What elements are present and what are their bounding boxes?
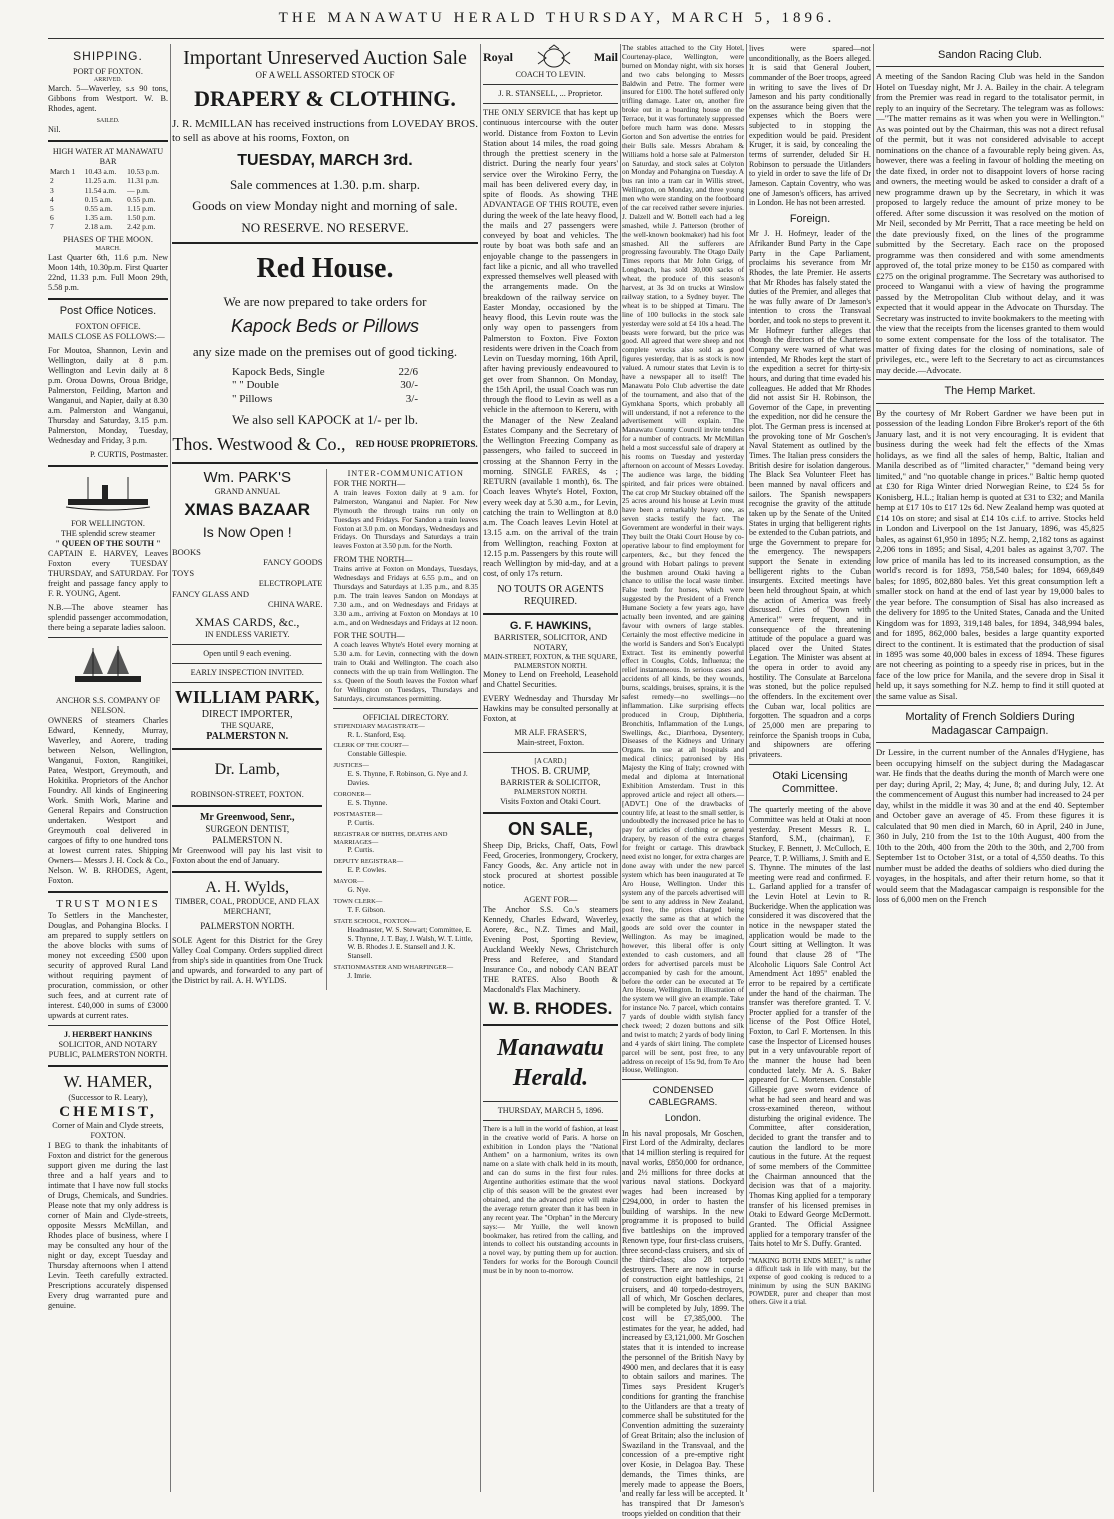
herald-date: THURSDAY, MARCH 5, 1896. [497,1105,604,1115]
mail-label: Mail [594,49,618,64]
sailed-label: SAILED. [96,117,120,124]
divider [48,637,168,638]
divider [48,465,168,467]
post-office-heading: Post Office Notices. [59,305,157,318]
divider [483,613,618,615]
hankins-text: SOLICITOR, AND NOTARY PUBLIC, PALMERSTON NORTH. [48,1039,168,1059]
tide-cell: 1.35 a.m. [84,212,113,222]
ic-north: FOR THE NORTH— [333,478,406,488]
sandon-heading: Sandon Racing Club. [938,49,1042,61]
mortality-text: Dr Lessire, in the current number of the Annales d'Hygiene, has been occupying himself on the subject during the Madagascar war. He finds that the deaths during the month of March were one per day; during April, 2; May, 4; June, 8; and during July, 12. At the commencement of August this number had increased to 24 per day, whilst in the middle it was 30 and at the end 40. September and October gave an average of 45. From these figures it is calculated that 90 men died in March, 60 in April, 240 in June, 360 in July, 210 from the 1st to the 10th August, 400 from the 10th to the 20th, 400 from the 20th to the 30th, and 2,700 from September 1st to October 31st, or a total of 4,550 deaths. To this number must be added the deaths of soldiers who died during the voyages, in the hospitals, and after their return home, so that it would seem that the Madagascar campaign is responsible for the loss of 6,000 men on the French [876,747,1104,905]
greenwood-name: Mr Greenwood, Senr., [199,811,295,823]
hamer-name: W. HAMER, [63,1071,153,1091]
wellington-heading: FOR WELLINGTON. [71,518,145,528]
tide-cell: March 1 [50,167,76,177]
ic-text-2: Trains arrive at Foxton on Mondays, Tuesdays, Wednesdays and Fridays at 6.55 p.m., and on Thursdays and Saturdays at 1.35 p.m., and 8.35 p.m. The train leaves Sandon on Mondays at 7.30 a.m., and on Wednesdays and Fridays at 3.30 a.m., arriving at Foxton on Mondays at 10 a.m., and on Wednesdays and Fridays at 12 noon. [333,564,478,627]
goods-item: TOYS [172,567,195,578]
hawkins-sub: BARRISTER, SOLICITOR, AND NOTARY, [493,633,608,653]
auction-date: TUESDAY, MARCH 3rd. [237,152,413,169]
divider [483,103,618,104]
agent-label: AGENT FOR— [523,894,578,904]
divider [876,66,1104,67]
hawkins-money: Money to Lend on Freehold, Leasehold and Chattel Securities. [483,670,618,690]
post-office-mails: MAILS CLOSE AS FOLLOWS:— [48,331,165,341]
column-rule [620,44,621,1492]
sailing-ship-illustration [63,644,153,690]
goods-item: FANCY GOODS [263,557,323,568]
divider [483,812,618,814]
tide-cell: — p.m. [127,185,150,195]
price-list [172,366,478,406]
foreign-text: Mr J. H. Hofmeyr, leader of the Afrikander Bund Party in the Cape Party in the Cape Parliament, proclaims his severance from Mr Rhodes, the late Premier. He asserts that Mr Rhodes has falsely stated the duties of the Premier, and alleges that he was fully aware of Dr Jameson's intention to cross the Transvaal border, and took no steps to prevent it. Mr Hofmeyr further alleges that though the directors of the Chartered Company were warned of what was intended, Mr Rhodes kept the start of the expedition a secret for thirty-six hours, and during that time evaded his colleagues. He added that Mr Rhodes did not assist Sir H. Robinson, the Governor of the Cape, in preventing the expedition, nor did he censure the plot. The German press is incensed at the provoking tone of Mr Goschen's Naval Statement as outlined by the Times. The Italian press considers the British desire for isolation dangerous. The Black Sea Volunteer Fleet has been manned by naval officers and sailors. The Spanish newspapers recognise the gravity of the attitude taken up by the Senate of the United States in urging that belligerent rights be extended to the Cuban patriots, and urge the Government to prepare for the emergency. The newspapers support the Senate in extending belligerent rights to the Cuban insurgents. Excited meetings have been held throughout Spain, at which the action of America was freely discussed. Cries of "Down with America!" were frequent, and in consequence of the threatening attitude of the populace a guard was placed over the United States Legation. The Minister was absent at the opera in order to avoid any hostility. The Consulate at Barcelona was stoned, but the police repulsed the offenders. In the excitement over the Cuban war, local politics are forgotten. The squadron and a corps of 25,000 men are preparing to reinforce the Spanish troops in Cuba, and shipowners are offering privateers. [749,229,871,759]
price-value: 3/- [405,392,418,405]
hemp-text: By the courtesy of Mr Robert Gardner we have been put in possession of the leading London Fibre Broker's report of the 6th January last, and it is not very encouraging. It is evident that business during the week had felt the effects of the Xmas holidays, as we find all the sales of hemp, Baltic, Italian and Manila described as of "limited character," "demand being very limited," and "no quotable change in prices." Baltic hemp quoted at £30 for Riga Winter dried Norwegian Reine, to £24 5s for Konisberg, H.L.; Italian hemp is quoted at £31 to £32; and Manila hemp at £17 10s to £17 12s 6d. New Zealand hemp was quoted at £14 10s on store; and sisal at £14 10s c.i.f. to arrive. Stocks held in London and Liverpool on the 1st January, 1896, was 45,825 bales, as against 61,950 in 1895; N.Z. hemp, 2,182 tons as against 2,206 tons in 1895; and Sisal, 4,201 bales as against 3,707. The low price of manila has led to its increased consumption, as the world's record is for 1893, 758,540 bales; for 1894, 669,849 bales; for 1895, 802,880 bales. Yet this great consumption left a smaller stock on hand at the end of last year by 19,000 bales to the year before. The consumption of Sisal has also increased as the delivery for 1895 to the United States, Canada and the United Kingdom was for 1893, 319,148 bales, for 1894, 348,994 bales, and for 1895, 862,000 bales, besides a large quantity exported direct to the continent. It is estimated that the production of sisal in 1895 was some 40,000 bales in excess of 1894. These figures are not cheering as pointing to a speedy rise in prices, but in the face of the low price for Manila, and the severe drop in Sisal it held up, it says something for N.Z. hemp to find it still quoted at the same value as Sisal. [876,407,1104,701]
tide-cell: 2.42 p.m. [127,222,156,232]
ic-text-3: A coach leaves Whyte's Hotel every morning at 5.30 a.m. for Levin, connecting with the down train to Otaki and Wellington. The coach also connects with the up train from Wellington. The s.s. Queen of the South leaves the Foxton wharf for Wellington on Tuesdays, Thursdays and Saturdays, circumstances permitting. [333,640,478,703]
tide-row [48,222,168,231]
directory-office: POSTMASTER— [333,810,383,818]
intercommunication-column [333,469,478,990]
price-item: " Pillows [232,392,273,405]
divider [749,800,871,801]
auction-heading: Important Unreserved Auction Sale [183,47,467,69]
tide-cell: 4 [50,194,54,204]
divider [483,1120,618,1121]
directory-holder: P. Curtis. [347,845,375,855]
post-office-office: FOXTON OFFICE. [75,321,141,331]
directory-holder: Constable Gillespie. [347,749,407,759]
masthead: THE MANAWATU HERALD THURSDAY, MARCH 5, 1896. [278,10,836,26]
divider [749,764,871,765]
moon-heading: PHASES OF THE MOON. [63,235,153,245]
red-house-orders: We are now prepared to take orders for [223,294,427,310]
divider [172,644,322,645]
direct-importer: DIRECT IMPORTER, [201,708,293,720]
directory-office: STATIONMASTER AND WHARFINGER— [333,964,454,972]
tide-row [48,167,168,176]
tide-cell: 0.15 a.m. [84,194,113,204]
on-sale-text: Sheep Dip, Bricks, Chaff, Oats, Fowl Feed, Groceries, Ironmongery, Crockery, Fancy Goods, &c. Any article not in stock procured at shortest possible notice. [483,840,618,890]
divider [172,682,322,683]
divider [48,1025,168,1026]
anchor-text: OWNERS of steamers Charles Edward, Kennedy, Murray, Waverley, and Aorere, trading between Nelson, Wellington, Wanganui, Foxton, Rangitikei, Patea, Westport, Greymouth, and Hokitika. Proprietors of the Anchor Foundry. All kinds of Engineering Work. Smith Work, Marine and General Repairs and Construction undertaken. Westport and Greymouth coal delivered in cargoes of fifty to one hundred tons at lowest current rates. Shipping Owners— Messrs J. H. Cock & Co., Nelson. W. B. RHODES, Agent, Foxton. [48,715,168,885]
divider [48,140,168,142]
divider [749,1253,871,1254]
tide-table [48,167,168,231]
divider [483,1024,618,1026]
wellington-nb: N.B.—The above steamer has splendid passenger accommodation, there being a separate ladies saloon. [48,602,168,632]
goods-item: FANCY GLASS AND [172,588,249,599]
moon-text: Last Quarter 6th, 11.6 p.m. New Moon 14th, 10.30p.m. First Quarter 22nd, 11.33 p.m. Full Moon 29th, 5.58 p.m. [48,253,168,293]
arrived-label: ARRIVED. [93,76,123,83]
divider [333,708,478,709]
early-inspection: EARLY INSPECTION INVITED. [190,667,304,677]
anchor-heading: ANCHOR S.S. COMPANY OF NELSON. [55,695,161,715]
column-advertisements [172,44,478,1492]
divider [876,379,1104,380]
herald-title: Manawatu Herald. [497,1035,604,1091]
card-label: [A CARD.] [534,757,567,766]
tide-cell: 0.55 p.m. [127,194,156,204]
shipping-heading: SHIPPING. [73,49,143,63]
agent-text: The Anchor S.S. Co.'s steamers Kennedy, Charles Edward, Waverley, Aorere, &c., N.Z. Times and Mail, Evening Post, Sporting Review, Auckland Weekly News, Christchurch Press and Referee, and Standard Insurance Co., and nobody CAN BEAT THE RATES. Also Booth & Macdonald's Flax Machinery. [483,904,618,994]
red-house-any-size: any size made on the premises out of good ticking. [192,344,458,360]
ic-from-north: FROM THE NORTH— [333,555,413,565]
column-shipping [48,44,168,1492]
wellington-ship: " QUEEN OF THE SOUTH " [55,538,161,548]
wylds-sub: TIMBER, COAL, PRODUCE, AND FLAX MERCHANT, [175,897,320,917]
directory-office: REGISTRAR OF BIRTHS, DEATHS AND MARRIAGES— [333,830,448,846]
ic-text-1: A train leaves Foxton daily at 9 a.m. for Palmerston, Wanganui and Napier. For New Plymouth the through trains run only on Tuesdays and Fridays. For Sandon a train leaves Foxton at 3.0 p.m. on Mondays, Wednesdays and Fridays. On Thursdays and Saturdays a train leaves Foxton at 3.50 p.m. for the North. [333,487,478,551]
cable-continued-text: lives were spared—not unconditionally, as the Boers alleged. It is said that General Joubert, commander of the Boer troops, agreed in writing to save the lives of Dr Jameson and his party conditionally on the assurance being given that the expenses which the Boers were subjected to in stopping the expedition would be paid. President Kruger, it is said, by concealing the terms of surrender, deluded Sir H. Robinson to persuade the Uitlanders to yield in order to save the life of Dr Jameson. Captain Coventry, who was one of Jameson's officers, has arrived in London. He has not been arrested. [749,44,871,208]
column-local-news [622,43,745,1518]
divider [48,891,168,893]
crump-place: PALMERSTON NORTH. [513,788,588,797]
price-item: Kapock Beds, Single [232,365,325,378]
goods-item: BOOKS [172,547,201,558]
lower-ads [172,469,478,990]
tide-cell: 2 [50,176,54,186]
directory-office: DEPUTY REGISTRAR— [333,858,404,866]
directory-holder: E. S. Thynne, F. Robinson, G. Nye and J. Davies. [347,769,468,788]
coach-text: THE ONLY SERVICE that has kept up continuous intercourse with the outer world. Distance from Foxton to Levin Station about 14 miles, the road going through the prettiest scenery in the district. During the nearly four years' service over the Wirokino Ferry, the mail has been delivered every day, in spite of floods. As showing THE ADVANTAGE OF THIS ROUTE, even during the week of the late heavy flood, the mails and 27 passengers were conveyed by boat and vehicles. The route by boat was both safe and an enjoyable change to the passengers in fact like a picnic, and all who travelled expressed themselves well pleased with the arrangements made. On the breakdown of the railway service on Easter Monday, occasioned by the heavy flood, this Levin route was the only way open to passengers from Palmerston to Foxton. Five Foxton residents were driven in the Coach from Levin on Tuesday morning, 16th April, after having previously endeavoured to get over from Shannon. On Monday, the 15th April, the usual Coach was run through the flood to Levin as well as a vehicle in the afternoon to Kereru, with the Manager of the New Zealand Estates Company and the Secretary of the Wellington Freezing Company as passengers, who failed to succeed in crossing at the Shannon Ferry in the morning. SINGLE FARES, 4s ; RETURN (available 1 month), 6s. The Coach leaves Whyte's Hotel, Foxton, every week day at 5.30 a.m., for Levin, catching the train to Wellington at 8.0 a.m. The Coach leaves Levin Hotel at 13.15 a.m. on the arrival of the train from Wellington, reaching Foxton at 12.15 p.m. Passengers by this route will reach Wellington by mid-day, and at a cost, of only 17s return. [483,108,618,579]
westwood-name: Thos. Westwood & Co., [172,434,346,454]
coach-proprietor: J. R. STANSELL, ... Proprietor. [498,89,603,98]
wylds-place: PALMERSTON NORTH. [200,921,295,932]
wellington-text: CAPTAIN E. HARVEY, Leaves Foxton every TUESDAY THURSDAY, and SATURDAY. For freight and passage fancy apply to F. R. YOUNG, Agent. [48,548,168,598]
column-rule [746,44,747,1492]
divider [172,805,322,807]
directory-office: STATE SCHOOL, FOXTON— [333,917,417,925]
directory-holder: E. S. Thynne. [347,797,388,807]
arrived-text: March. 5—Waverley, s.s 90 tons, Gibbons from Westport. W. B. Rhodes, agent. [48,83,168,113]
tide-row [48,176,168,185]
sandon-text: A meeting of the Sandon Racing Club was held in the Sandon Hotel on Tuesday night, Mr J. A. Bailey in the chair. A telegram from the Premier was read in regard to the totalisator permit, in reply to an inquiry of the Secretary. The telegram was as follows:—"The matter remains as it was when you were in Wellington." As was pointed out by the Chairman, this was not a direct refusal of the permit, but it was not considered advisable to accept nominations on the chance of a favourable reply being given. As, however, there was a feeling in favour of holding the meeting on the date fixed, in order not to disappoint lovers of horse racing and owners, the meeting would be asked to consider a draft of a new programme drawn up by the Secretary, in which it was proposed to largely reduce the amount of prize money to be offered. After some discussion it was resolved on the motion of Mr Neil, seconded by Mr Perritt, That a race meeting be held on the date previously fixed, on the lines of the programme submitted by the Secretary. Each race on the proposed programme was then considered and with some amendments approved of, the total prize money to be £150 as compared with £275 on the original programme. The Secretary was authorised to proceed to Wanganui with a view of having the programme passed by the Metropolitan Club without delay, and it was expected that it would appear in the Advocate on Thursday. The Secretary was instructed to invite bookmakers to the meeting with the view that the receipts from the licenses granted to them would to some extent compensate for the loss of the totalisator. The matter of fixing dates for the closing of nominations, sale of privileges, etc., were left to the Secretary to act as circumstances may decide.—Advocate. [876,71,1104,375]
divider [483,1101,618,1102]
directory-office: MAYOR— [333,878,364,886]
directory-office: CLERK OF THE COURT— [333,742,409,750]
william-park: WILLIAM PARK, [174,686,320,707]
ic-heading: INTER-COMMUNICATION [347,468,464,478]
column-rule [873,44,874,1492]
divider [483,84,618,85]
cablegrams-text: In his naval proposals, Mr Goschen, First Lord of the Admiralty, declares that 14 million sterling is required for naval works, £850,000 for ordnance, and 2½ millions for three docks at various naval stations. Dockyard wages had been increased by £294,000, in order to hasten the building of warships. In the new programme it is proposed to build five battleships on the improved Renown type, four first-class cruisers, three second-class cruisers, and six of the third-class; also 28 torpedo destroyers. There are now in course of construction eight battleships, 21 cruisers, and 40 torpedo-destroyers, all of which, Mr Goschen declares, will be completed by July, 1899. The cost will be £7,385,000. The estimates for the year, he added, had increased by £3,121,000. Mr Goschen states that it is intended to increase the personnel of the British Navy by 4900 men, and declares that it is easy to obtain sailors and marines. The Times says President Kruger's conditions for granting the franchise to the Uitlanders are that a treaty of commerce shall be substituted for the Convention admitting the suzerainty of Great Britain; also the inclusion of Swaziland in the Transvaal, and the concession of a pre-emptive right over Kosie, in Delagoa Bay. These demands, the Times thinks, are merely made to appease the Boers, and really far less will be accepted. It has transpired that Dr Jameson's troops yielded on condition that their [622,1128,744,1518]
foreign-heading: Foreign. [789,212,831,225]
divider [876,403,1104,404]
price-row [232,366,418,379]
tide-row [48,195,168,204]
wylds-name: A. H. Wylds, [205,878,290,896]
ic-south: FOR THE SOUTH— [333,631,405,641]
price-value: 30/- [400,379,418,392]
crump-sub: BARRISTER & SOLICITOR, [500,778,601,788]
directory-office: JUSTICES— [333,762,369,770]
tide-cell: 1.50 p.m. [127,212,156,222]
auction-sub: OF A WELL ASSORTED STOCK OF [255,70,395,81]
bazaar-open: Is Now Open ! [202,523,292,540]
port-label: PORT OF FOXTON. [73,66,143,76]
divider [876,742,1104,743]
dr-lamb-address: ROBINSON-STREET, FOXTON. [190,789,304,799]
price-value: 22/6 [398,365,418,378]
official-directory [333,723,478,981]
westwood-signature [172,434,478,456]
chemist-text: I BEG to thank the inhabitants of Foxton and district for the generous support given me during the last three and a half years and to intimate that I have now full stocks of Drugs, Chemicals, and Sundries. Please note that my only address is corner of Main and Clyde-streets, opposite Messrs McMillan, and Rhodes place of business, where I may be consulted any hour of the night or day, except Tuesday and Thursday afternoons when I attend Levin. Teeth carefully extracted. Prescriptions accurately dispensed Every drug warranted pure and genuine. [48,1141,168,1310]
royal-mail-banner [483,44,618,70]
dentist-text: Mr Greenwood will pay his last visit to Foxton about the end of January. [172,845,323,865]
divider [172,748,322,750]
auction-text: J. R. McMILLAN has received instructions from LOVEDAY BROS. to sell as above at his rooms, Foxton, on [172,118,478,144]
divider [172,462,478,464]
fraser-street: Main-street, Foxton. [516,738,585,748]
tide-cell: 11.31 p.m. [127,176,159,186]
chemist-sub: Corner of Main and Clyde streets, FOXTON. [52,1121,164,1140]
divider [48,298,168,300]
xmas-variety: IN ENDLESS VARIETY. [205,629,290,639]
column-foreign-news [749,44,871,1492]
tide-cell: 11.54 a.m. [84,185,117,195]
goods-item: ELECTROPLATE [258,578,323,589]
divider [622,1079,744,1080]
column-sports-markets [876,44,1104,1492]
price-row [232,379,418,392]
local-news-text: The stables attached to the City Hotel, Courtenay-place, Wellington, were burned on Monday night, with six horses and two cabs belonging to Messrs Baldwin and Petre. The former were insured for £100. The hotel suffered only trifling damage. Later on, another fire broke out in a boarding house on the Terrace, but it was fortunately suppressed before much harm was done. Messrs Gorton and Son advertise the entries for their Bulls sale. Messrs Abraham & Williams hold a horse sale at Palmerston on Saturday, and stock sales at Colyton on Monday and Pohangina on Tuesday. A bus ran into a tram car in Willis street, Wellington, on Monday, and three young men who were standing on the footboard of the car received rather severe injuries. J. Dalzell and W. Bottell each had a leg smashed, while J. Patterson (brother of the well-known bookmaker) had his foot smashed. All the sufferers are progressing favourably. The Otago Daily Times reports that Mr John Grigg, of Longbeach, has sold 30,000 sacks of wheat, the produce of this season's harvest, at 3s 3d on trucks at Winslow railway station, to a Sydney buyer. The wheat is to be shipped at Timaru. The line of 100 bullocks in the stock sale yesterday were sold at £4 10s a head. The beasts were forward, but the price was good. All agreed that were sheep and not complete wrecks also sold as good figures yesterday, that is as stock is now valued. A rumour states that Levin is to have a newspaper all to itself! The Manawatu Polo Club advertise the date of the tournament, and also that of the Gymkhana Sports, which probably all will understand, if not a reference to the advertisement will explain. The Manawatu County Council invite tenders for a number of contracts. Mr McMillan held a most successful sale of drapery at his rooms on Tuesday and yesterday afternoon on account of Messrs Loveday. The audience was large, the bidding spirited, and fair prices were obtained. The cat crop Mr Stuckey obtained off the 25 acres around his house at Levin must have been a remarkably heavy one, as seven stacks testify the fact. The Government are wonderful in their ways. They built the Otaki Court House by co-operative labour to find employment for carpenters, &c., but they fenced the ground with Hobart palings to prevent the bushmen around Otaki having a chance to utilise the local waste timber. False teeth for horses, which were suggested by the President of a French Humane Society a few years ago, have actually been invented, and are gaining favour with owners of large stables. Certainly the most effective medicine in the world is Sanders and Son's Eucalypti Extract. Test its eminently powerful effect in Coughs, Colds, Influenza; the relief instantaneous. In serious cases and accidents of all kinds, be they wounds, burns, scaldings, bruises, sprains, it is the safest remedy—no swellings—no inflammation. Like surprising effects produced in Croup, Diphtheria, Bronchitis, Inflammation of the Lungs, Swellings, &c., Diarrhoea, Dysentery, Diseases of the Kidneys and Urinary Organs. In use at all hospitals and medical clinics; patronised by His Majesty the King of Italy; crowned with medal and diploma at International Exhibition Amsterdam. Trust in this approved article and reject all others.— [ADVT.] One of the drawbacks of country life, at least to the small settler, is undoubtedly the increased price he has to pay for articles of clothing or general drapery, by reason of the extra charges for freight or cartage. This drawback need exist no longer, for extra charges are done away with under the new parcel system which has been inaugurated at Te Aro House, Wellington. Under this system any of the parcels advertised will be sent to any address in New Zealand, post free, the prices charged being exactly the same as that at which the goods are sold over the counter in Wellington. As may be imagined, however, this liberal offer is only extended to cash customers, and all orders for advertised parcels must be accompanied by cash for the amount, before the order can be executed at Te Aro House, Wellington. In illustration of the system we will give an example. Take for instance No. 7 parcel, which contains 7 yards of double width stylish fancy check tweed; 2 dozen buttons and silk and twist to match; 2 yards of body lining and 4 yards of skirt lining. The complete parcel will be sent, post free, to any address on receipt of 15s 9d, from Te Aro House, Wellington. [622,43,745,1075]
tide-cell: 0.55 a.m. [84,203,113,213]
crump-visits: Visits Foxton and Otaki Court. [500,796,601,806]
dentist-place: PALMERSTON N. [212,834,283,845]
directory-holder: G. Nye. [347,885,371,895]
tide-cell: 10.43 a.m. [84,167,117,177]
dentist-title: SURGEON DENTIST, [205,823,290,834]
directory-office: STIPENDIARY MAGISTRATE— [333,722,425,730]
hawkins-wednesday: EVERY Wednesday and Thursday Mr Hawkins may be consulted personally at Foxton, at [483,694,618,724]
park-sub: GRAND ANNUAL [214,487,280,497]
column-rule [170,44,171,1492]
sun-powder-advert: "MAKING BOTH ENDS MEET," is rather a difficult task in life with many, but the expense of good cooking is reduced to a minimum by using the SUN BAKING POWDER, purer and cheaper than most others. Give it a trial. [749,1257,871,1307]
divider [483,752,618,753]
directory-holder: R. L. Stanford, Esq. [347,729,406,739]
divider [48,1065,168,1067]
post-office-sign: P. CURTIS, Postmaster. [90,449,168,459]
tide-cell: 5 [50,203,54,213]
auction-time: Sale commences at 1.30. p.m. sharp. [230,176,420,192]
park-ads-column [172,469,327,990]
column-coach [483,44,618,1492]
moon-month: MARCH. [95,245,121,253]
directory-holder: J. Imrie. [347,971,372,981]
tide-row [48,186,168,195]
xmas-bazaar: XMAS BAZAAR [184,500,311,520]
park-heading: Wm. PARK'S [203,468,292,486]
tide-cell: 1.15 p.m. [127,203,156,213]
hemp-heading: The Hemp Market. [944,385,1036,398]
royal-label: Royal [483,49,513,64]
divider [876,705,1104,706]
directory-holder: T. F. Gibson. [347,904,386,914]
hankins-name: J. HERBERT HANKINS [63,1029,153,1039]
divider [172,871,322,873]
directory-office: TOWN CLERK— [333,897,383,905]
directory-holder: P. Curtis. [347,817,375,827]
tide-cell: 2.18 a.m. [84,222,113,232]
tide-cell: 7 [50,222,54,232]
price-item: " " Double [232,379,279,392]
directory-heading: OFFICIAL DIRECTORY. [362,712,449,722]
directory-holder: Headmaster, W. S. Stewart; Committee, E. S. Thynne, J. T. Bay, J. Walsh, W. T. Little, W. B. Rhodes J. E. Stansell and J. K. Stansell. [347,924,473,961]
column-rule [480,44,481,1492]
red-house-heading: Red House. [256,253,394,285]
rhodes-name: W. B. RHODES. [488,998,613,1018]
wellington-sub: THE splendid screw steamer [60,528,156,538]
no-touts: NO TOUTS OR AGENTS REQUIRED. [497,583,604,607]
tide-cell: 11.25 a.m. [84,176,117,186]
london-heading: London. [664,1113,702,1125]
kapock-per-lb: We also sell KAPOCK at 1/- per lb. [232,412,418,428]
divider [172,663,322,664]
westwood-sub: RED HOUSE PROPRIETORS. [355,439,478,450]
mortality-heading: Mortality of French Soldiers During Madagascar Campaign. [905,711,1075,737]
hawkins-name: G. F. HAWKINS, [509,619,592,632]
post-office-text: For Moutoa, Shannon, Levin and Wellington, daily at 8 p.m. Wellington and Levin daily at 8 p.m. Oroua Downs, Oroua Bridge, Palmerston, Feilding, Marton and Wanganui, and Napier, daily at 8.30 a.m. Palmerston and Wanganui, Thursday and Saturday, 3.15 p.m. Palmerston, Monday, Tuesday, Wednesday and Friday, 3 p.m. [48,345,168,445]
tide-heading: HIGH WATER AT MANAWATU BAR [52,147,164,167]
coach-heading: COACH TO LEVIN. [515,70,586,79]
dr-lamb: Dr. Lamb, [214,761,280,779]
auction-reserve: NO RESERVE. NO RESERVE. [241,220,409,236]
tide-row [48,213,168,222]
drapery-heading: DRAPERY & CLOTHING. [194,86,456,112]
goods-list [172,547,322,609]
tide-cell: 3 [50,185,54,195]
tide-row [48,204,168,213]
cablegrams-heading: CONDENSED CABLEGRAMS. [648,1085,718,1108]
divider [172,242,478,244]
masthead-rule [48,38,1104,39]
goods-item: CHINA WARE. [267,598,323,609]
crump-name: THOS. B. CRUMP, [510,765,591,777]
palmerston-n: PALMERSTON N. [206,730,289,742]
price-row [232,393,418,406]
chemist-heading: CHEMIST, [59,1103,157,1120]
sailed-nil: Nil. [48,125,61,135]
trust-text: To Settlers in the Manchester, Douglas, and Pohangina Blocks. I am prepared to supply settlers on the above blocks with sums of money not exceeding £500 upon security of approved Rural Land without requiring payment of procuration, commission, or other such fees, and at current rate of interest. £40,000 in sums of £3000 upwards at current rates. [48,910,168,1020]
directory-office: CORONER— [333,790,372,798]
on-sale-heading: ON SALE, [507,818,593,839]
fraser-name: MR ALF. FRASER'S, [514,728,587,738]
wylds-text: SOLE Agent for this District for the Grey Valley Coal Company. Orders supplied direct from ship's side in quantities from One Truck and upwards, and forwarded to any part of the District by rail. A. H. WYLDS. [172,936,323,986]
tide-cell: 6 [50,212,54,222]
otaki-heading: Otaki Licensing Committee. [772,769,848,795]
kapock-heading: Kapock Beds or Pillows [230,316,420,337]
directory-holder: E. P. Cowles. [347,865,387,875]
the-square: THE SQUARE, [220,720,274,730]
herald-text: There is a lull in the world of fashion, at least in the creative world of Paris. A horse on exhibition in London plays the "National Anthem" on a harmonium, writes its own name on a slate with chalk held in its mouth, and can do sums in the first four rules. Argentine authorities estimate that the wool clip of this season will be the greatest ever obtained, and the advanced price will make the average return greater than it has been in any recent year. The "Orphan" in the Mercury says:— Mr Yuille, the well known bookmaker, has retired from the calling, and intends to collect his outstanding accounts in a novel way, by putting them up for auction. Tenders for works for the Borough Council must be in by noon to-morrow. [483,1123,618,1276]
royal-crest-icon [534,44,574,70]
xmas-cards: XMAS CARDS, &c., [195,615,300,630]
otaki-text: The quarterly meeting of the above Committee was held at Otaki at noon yesterday. Present Messrs R. L. Stanford, S.M., (chairman), F. Stuckey, F. Bennett, J. McCulloch, E. Pearce, T. P. Williams, J. Smith and E. S. Thynne. The minutes of the last meeting were read and confirmed. F. L. Garland applied for a transfer of the Levin Hotel at Levin to R. Buckeridge. When the application was considered it was discovered that the notice in the newspaper stated the application would be made to the Court sitting at Wellington. It was found that clause 28 of "The Alcoholic Liquors Sale Control Act Amendment Act 1895" enabled the error to be repaired by a certificate under the hand of the chairman. The transfer was therefore granted. T. V. Procter applied for a transfer of the license of the Post Office Hotel, Foxton, to Carl F. Mortensen. In this case the Inspector of Licensed houses put in a very unfavourable report of the manner the house had been conducted lately. Mr A. S. Baker appeared for C. Mortensen. Constable Gillespie gave sworn evidence of what he had seen and heard and was cross-examined thereon, without disturbing the original evidence. The Committee, after consideration, decided to grant the transfer and to caution the landlord to be more cautious in the future. At the request of some members of the Committee the Chairman announced that the decision was that of a majority. Thomas King applied for a temporary transfer of his licensed premises in Otaki to Edward George McDermott. Granted. The Official Assignee applied for a temporary transfer of the Taits hotel to Mr S. Duffy. Granted. [749,805,871,1249]
auction-view: Goods on view Monday night and morning of sale. [192,198,458,214]
steamer-illustration [58,473,158,513]
open-until: Open until 9 each evening. [203,648,292,658]
hawkins-address: MAIN-STREET, FOXTON, & THE SQUARE, PALMERSTON NORTH. [483,653,618,670]
hamer-sub: (Successor to R. Leary), [68,1092,148,1102]
tide-cell: 10.53 p.m. [127,167,160,177]
trust-heading: TRUST MONIES [56,897,160,910]
